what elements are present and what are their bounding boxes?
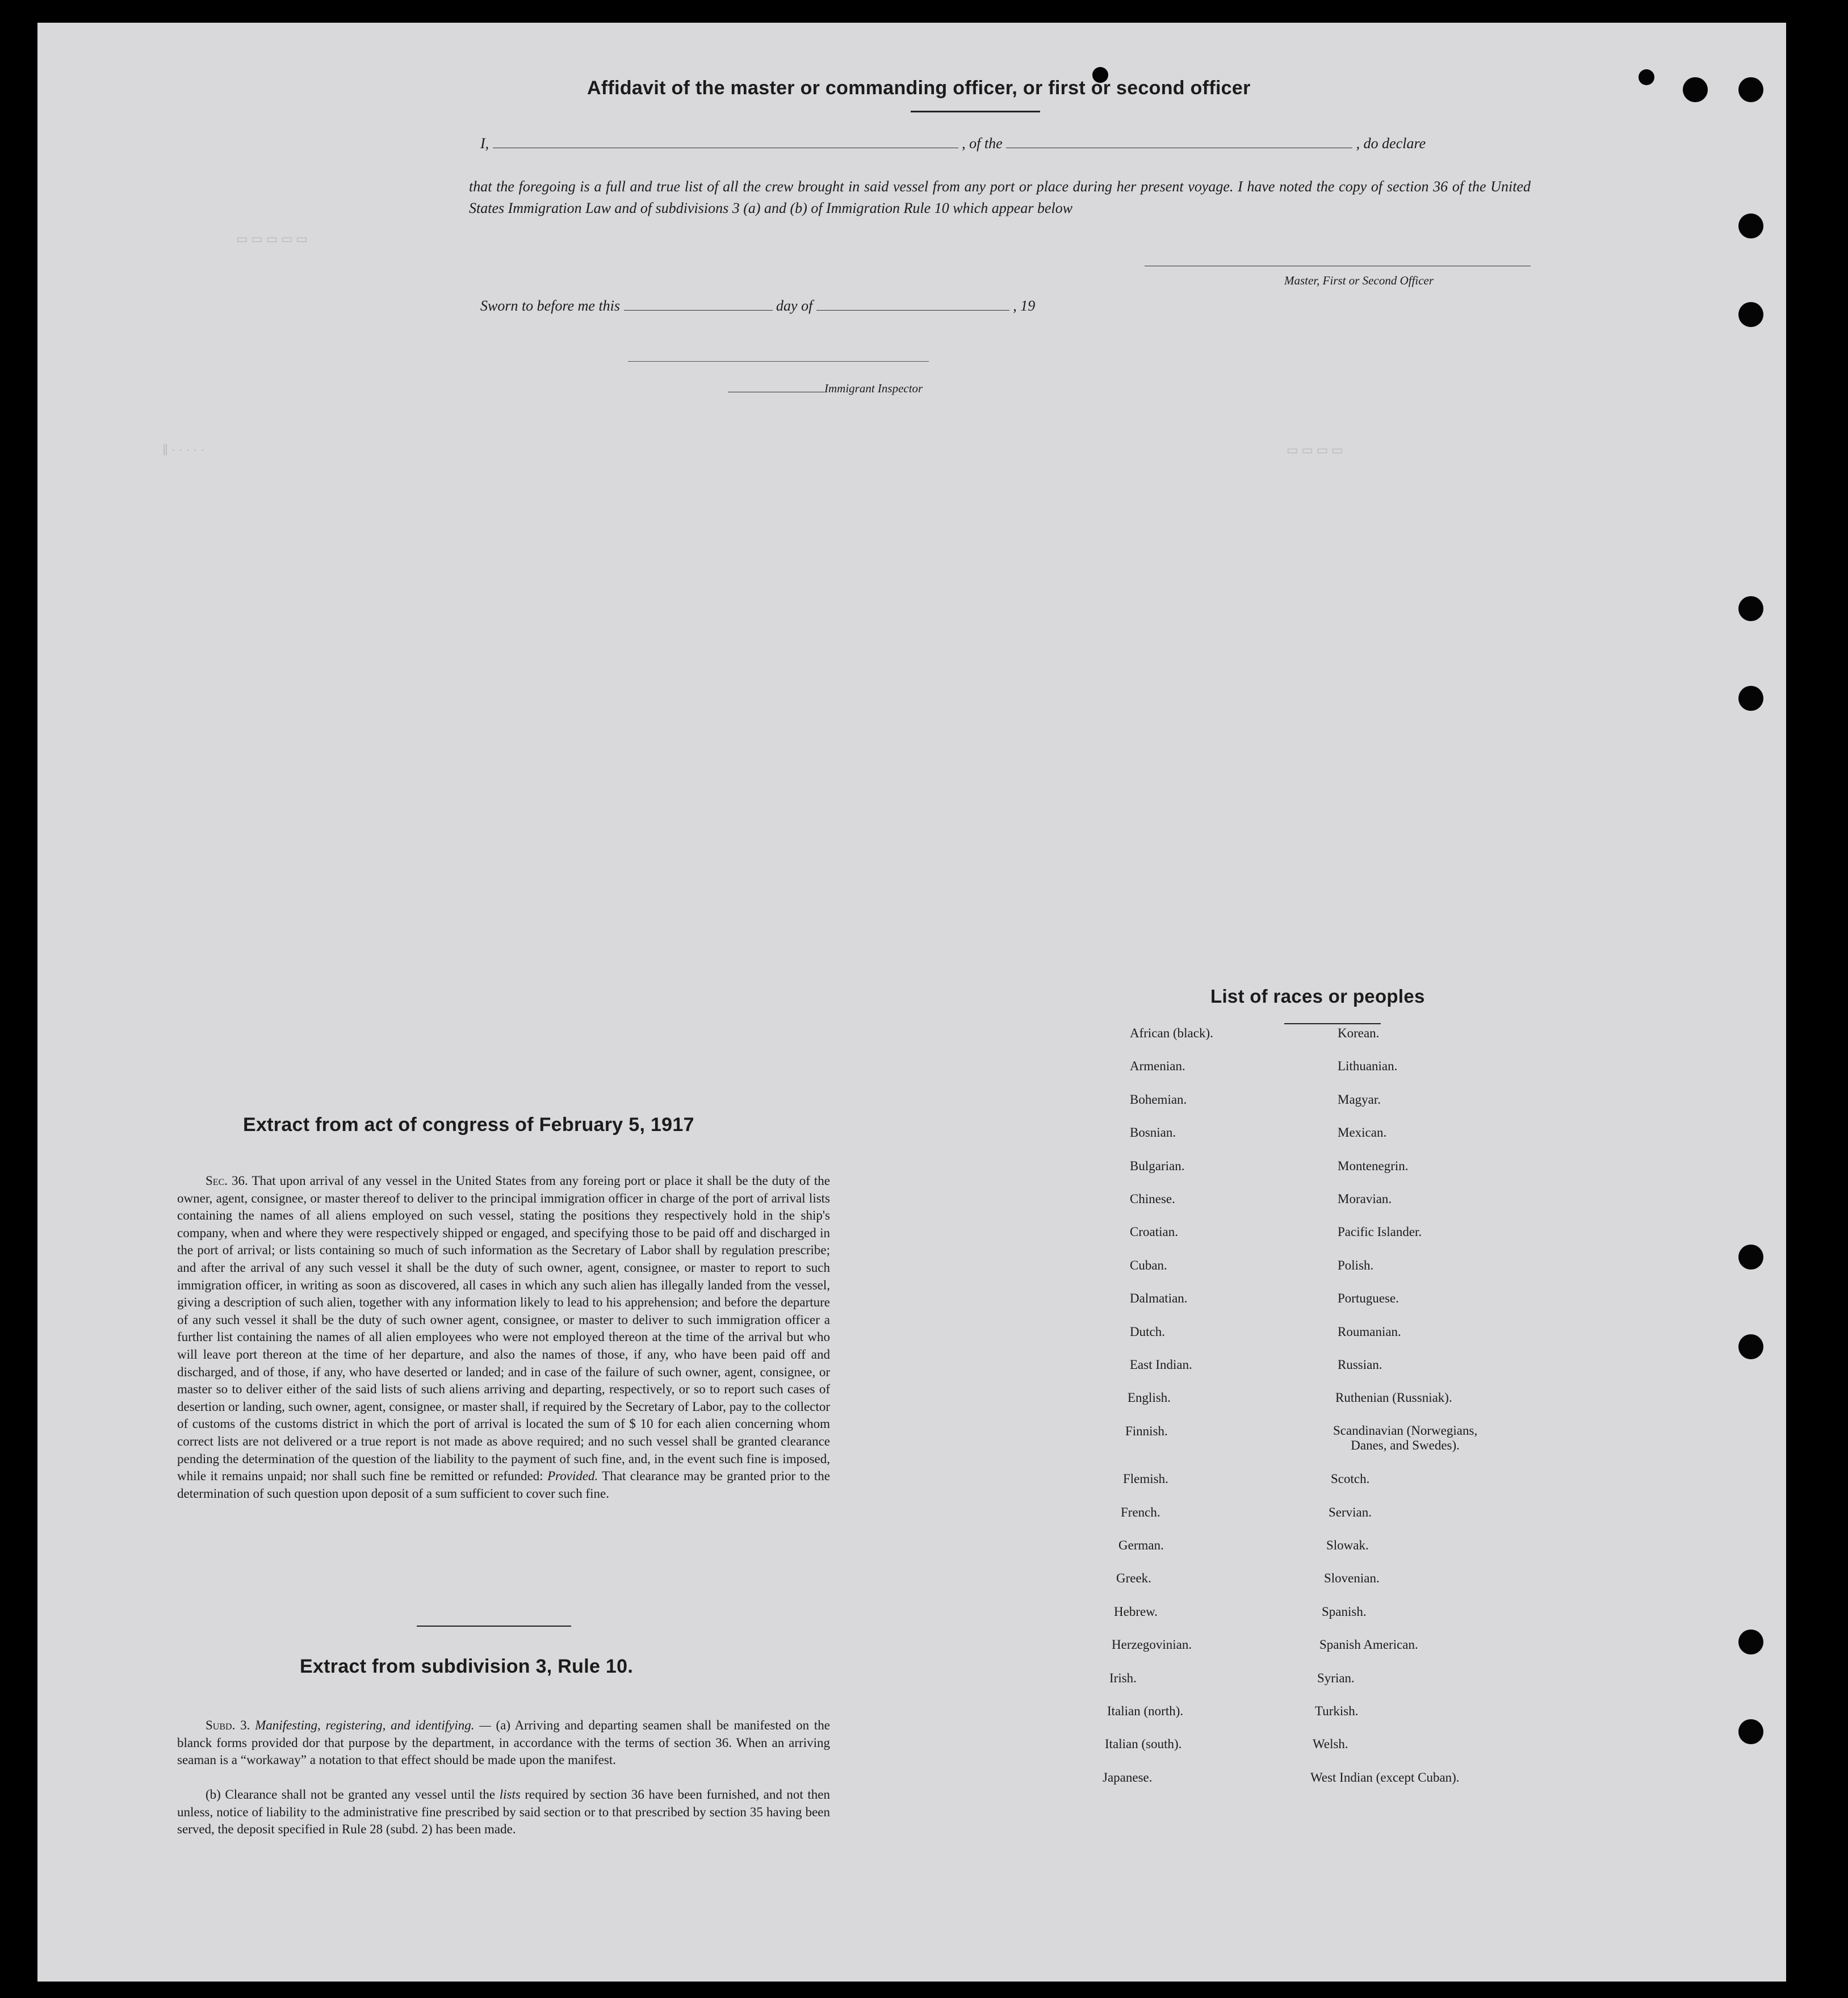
punch-hole <box>1738 1245 1763 1270</box>
race-item: Pacific Islander. <box>1338 1225 1422 1239</box>
race-item: Herzegovinian. <box>1112 1637 1192 1652</box>
master-label: Master, First or Second Officer <box>1284 274 1434 287</box>
declare-label: , do declare <box>1356 135 1426 152</box>
race-item: Italian (north). <box>1107 1704 1184 1718</box>
rule-extract-title: Extract from subdivision 3, Rule 10. <box>300 1656 634 1677</box>
month-blank <box>816 309 1009 311</box>
race-item: Dutch. <box>1130 1324 1165 1339</box>
punch-hole <box>1738 213 1763 238</box>
race-item: French. <box>1121 1505 1160 1519</box>
punch-hole <box>1738 686 1763 711</box>
race-item: Italian (south). <box>1105 1737 1182 1752</box>
i-label: I, <box>480 135 489 152</box>
race-item: Croatian. <box>1130 1225 1178 1239</box>
race-item: Irish. <box>1109 1670 1137 1685</box>
race-item: Hebrew. <box>1114 1604 1158 1619</box>
race-item: Portuguese. <box>1338 1291 1399 1306</box>
race-item: Magyar. <box>1338 1092 1381 1107</box>
race-item: German. <box>1118 1538 1164 1552</box>
document-page <box>37 23 1786 1982</box>
race-item: East Indian. <box>1130 1358 1192 1372</box>
section-divider <box>417 1626 571 1627</box>
bleed-through: ▭ ▭ ▭ ▭ ▭ <box>236 232 308 246</box>
race-item: Spanish American. <box>1319 1637 1418 1652</box>
of-the-label: , of the <box>962 135 1003 152</box>
race-item: Cuban. <box>1130 1258 1167 1272</box>
inspector-signature-line <box>628 361 929 362</box>
race-item: Flemish. <box>1123 1472 1168 1486</box>
race-item: Montenegrin. <box>1338 1158 1409 1173</box>
races-title-underline <box>1284 1023 1381 1024</box>
race-item: Chinese. <box>1130 1192 1175 1206</box>
vessel-blank <box>1006 147 1352 148</box>
punch-hole <box>1738 1334 1763 1359</box>
punch-hole <box>1738 302 1763 327</box>
declaration-text: that the foregoing is a full and true list of all the crew brought in said vessel from any port or place during her present voyage. I have noted the copy of section 36 of the United States Immigration Law and of subdivisions 3 (a) and (b) of Immigration Rule 10 which appear below <box>469 178 1531 216</box>
race-item: Lithuanian. <box>1338 1059 1398 1074</box>
race-item: Slowak. <box>1326 1538 1369 1552</box>
title-underline <box>911 111 1040 112</box>
race-item: Syrian. <box>1317 1670 1355 1685</box>
bleed-through: ▭ ▭ ▭ ▭ <box>1287 443 1343 457</box>
punch-hole <box>1738 1719 1763 1744</box>
name-blank <box>493 147 958 148</box>
race-item: Mexican. <box>1338 1125 1387 1140</box>
rule-extract-para-b: (b) Clearance shall not be granted any vessel until the lists required by section 36 have been furnished, and not then unless, notice of liability to the administrative fine prescribed by said section or to that prescribed by section 35 having been served, the deposit specified in Rule 28 (subd. 2) has been made. <box>177 1787 831 1837</box>
race-item: Dalmatian. <box>1130 1291 1188 1306</box>
race-item: Spanish. <box>1322 1604 1367 1619</box>
section-label: Sec. 36. <box>206 1174 248 1188</box>
race-item: Polish. <box>1338 1258 1374 1272</box>
act-extract-title: Extract from act of congress of February 5, 1917 <box>243 1114 694 1136</box>
race-item: African (black). <box>1130 1026 1213 1040</box>
act-extract-text: Sec. 36. That upon arrival of any vessel in the United States from any foreing port or place it shall be the duty of the owner, agent, consignee, or master thereof to deliver to the principal immigration officer in charge of the port of arrival lists containing the names of all aliens employed on such vessel, stating the positions they respectively hold in the ship's company, when and where they were respectively shipped or engaged, and specifying those to be paid off and discharged in the port of arrival; or lists containing so much of such information as the Secretary of Labor shall by regulation prescribe; and after the arrival of any such vessel it shall be the duty of such owner, agent, consignee, or master to report to such immigration officer, in writing as soon as discovered, all cases in which any such alien has illegally landed from the vessel, giving a description of such alien, together with any information likely to lead to his apprehension; and before the departure of any such vessel it shall be the duty of such owner agent, consignee, or master to deliver to such immigration officer a further list containing the names of all alien employees who were not employed thereon at the time of the arrival but who will leave port thereon at the time of her departure, and also the names of those, if any, who have been paid off and discharged, and of those, if any, who have deserted or landed; and in case of the failure of such owner, agent, consignee, or master so to deliver either of the said lists of such aliens arriving and departing, respectively, or so to report such cases of desertion or landing, such owner, agent, consignee, or master shall, if required by the Secretary of Labor, pay to the collector of customs of the customs district in which the port of arrival is located the sum of $ 10 for each alien concerning whom correct lists are not delivered or a true report is not made as above required; and no such vessel shall be granted clearance pending the determination of the question of the liability to the payment of such fine, and, in the event such fine is imposed, while it remains unpaid; nor shall such fine be remitted or refunded: Provided. That clearance may be granted prior to the determination of such question upon deposit of a sum sufficient to cover such fine. <box>177 1174 830 1501</box>
races-title: List of races or peoples <box>1210 986 1425 1007</box>
race-item: Welsh. <box>1313 1737 1348 1752</box>
race-item: Finnish. <box>1125 1423 1168 1438</box>
declarant-line <box>480 135 1426 152</box>
punch-hole <box>1738 596 1763 621</box>
sworn-line: Sworn to before me this day of , 19 <box>480 298 1036 314</box>
race-item: Bulgarian. <box>1130 1158 1185 1173</box>
punch-hole <box>1683 77 1708 102</box>
bleed-through: ∥ · · · · · <box>162 443 205 457</box>
race-item: West Indian (except Cuban). <box>1310 1770 1460 1785</box>
race-item: Korean. <box>1338 1026 1380 1040</box>
race-item: Greek. <box>1116 1571 1151 1586</box>
punch-hole <box>1738 1630 1763 1654</box>
punch-hole <box>1639 69 1654 85</box>
day-blank <box>624 309 773 311</box>
inspector-label: Immigrant Inspector <box>728 382 923 396</box>
race-item: Scotch. <box>1331 1472 1370 1486</box>
punch-hole <box>1738 77 1763 102</box>
race-item: Bohemian. <box>1130 1092 1187 1107</box>
race-item: Roumanian. <box>1338 1324 1401 1339</box>
affidavit-title: Affidavit of the master or commanding officer, or first or second officer <box>587 77 1251 99</box>
race-item: Moravian. <box>1338 1192 1392 1206</box>
race-item: Turkish. <box>1315 1704 1359 1718</box>
race-item: Servian. <box>1329 1505 1372 1519</box>
race-item: Scandinavian (Norwegians, Danes, and Swedes). <box>1333 1423 1478 1452</box>
race-item: Slovenian. <box>1324 1571 1380 1586</box>
race-item: English. <box>1128 1390 1171 1405</box>
race-item: Armenian. <box>1130 1059 1185 1074</box>
race-item: Bosnian. <box>1130 1125 1176 1140</box>
race-item: Ruthenian (Russniak). <box>1335 1390 1452 1405</box>
rule-extract-para-a: Subd. 3. Manifesting, registering, and identifying. — (a) Arriving and departing seamen shall be manifested on the blanck forms provided dor that purpose by the department, in accordance with the terms of section 36. When an arriving seaman is a “workaway” a notation to that effect should be made upon the manifest. <box>177 1718 830 1767</box>
race-item: Japanese. <box>1103 1770 1153 1785</box>
race-item: Russian. <box>1338 1358 1382 1372</box>
